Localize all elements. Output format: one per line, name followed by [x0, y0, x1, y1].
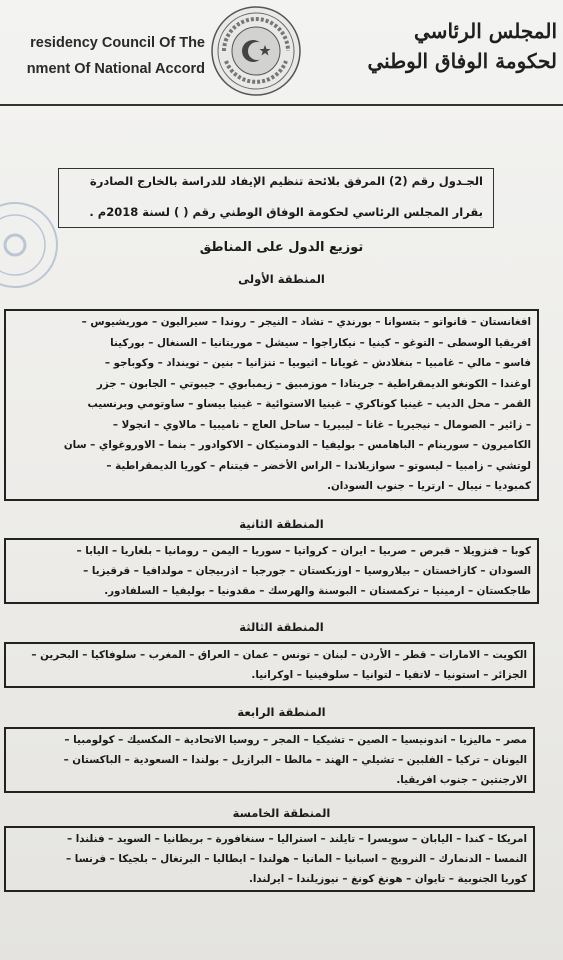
zone-1-line: افغانستان – فانواتو – بتسوانا – بورندي – تشاد – النيجر – روندا – سيراليون – موريشيوس –: [81, 316, 531, 328]
zone-4-title: المنطقة الرابعة: [237, 705, 326, 719]
zone-5-line: امريكا – كندا – اليابان – سويسرا – تايلند – استراليا – سنغافورة – بريطانيا – السويد – فنلندا –: [67, 833, 527, 845]
header-arabic: [322, 16, 557, 76]
zone-1-title: المنطقة الأولى: [238, 272, 325, 286]
zone-1-line: القمر – محل الديب – غينيا كوناكري – غينيا الاستوائية – غينيا بيساو – ساوتومي وبرنسيب: [87, 398, 531, 410]
table-title-box: [58, 168, 494, 228]
zone-4-line: مصر – ماليزيا – اندونيسيا – الصين – تشيكيا – المجر – روسيا الاتحادية – المكسيك – كولومبيا –: [64, 734, 527, 746]
zone-3-box: [4, 642, 535, 688]
zone-4-box: [4, 727, 535, 793]
zone-2-title: المنطقة الثانية: [239, 517, 324, 531]
zone-1-line: لوتشي – زامبيا – ليسوتو – سوازيلاندا – الراس الأخضر – فيتنام – كوريا الديمقراطية –: [106, 459, 531, 472]
zone-1-line: كمبوديا – نيبال – ارتريا – جنوب السودان.: [327, 480, 531, 492]
emblem-seal-icon: [210, 5, 302, 97]
header-arabic-line2: لحكومة الوفاق الوطني: [367, 49, 557, 73]
zone-3-title: المنطقة الثالثة: [239, 620, 324, 634]
zone-5-line: النمسا – الدنمارك – النرويج – اسبانيا – المانيا – هولندا – ايطاليا – البرتغال – بلجيكا – فرنسا –: [65, 853, 527, 865]
zone-3-line: الجزائر – استونيا – لاتفيا – لتوانيا – سلوفينيا – اوكرانيا.: [251, 669, 527, 681]
header-english: [0, 30, 205, 82]
header-divider: [0, 104, 563, 106]
zone-4-line: اليونان – تركيا – الفلبين – تشيلي – الهند – مالطا – البرازيل – بولندا – السعودية – الباكستان –: [63, 754, 527, 766]
zone-1-line: الكاميرون – سورينام – الباهامس – بوليفيا – الدومنيكان – الاكوادور – بنما – الاوروغواي – سان: [63, 439, 531, 451]
header-english-line1: residency Council Of The: [30, 35, 205, 51]
header-arabic-line1: المجلس الرئاسي: [414, 19, 557, 43]
zone-1-line: – زائير – الصومال – نيجيريا – غانا – ليبيريا – ساحل العاج – ناميبيا – مالاوي – انجولا –: [112, 418, 531, 431]
zone-1-line: افريقيا الوسطى – التوغو – كينيا – نيكاراجوا – سيشل – موريتانيا – السنغال – بوركينا: [110, 336, 531, 349]
zone-1-line: فاسو – مالي – غامبيا – بنغلادش – غويانا – اثيوبيا – تنزانيا – بنين – توينداد – وكوباجو –: [104, 357, 531, 369]
zone-3-line: الكويت – الامارات – قطر – الأردن – لبنان – تونس – عمان – العراق – المغرب – سلوفاكيا – البحرين –: [31, 649, 527, 661]
zone-2-line: كوبا – فنزويلا – قبرص – صربيا – ايران – كرواتيا – سوريا – اليمن – رومانيا – بلغاريا – اليابا –: [76, 545, 531, 557]
zone-4-line: الارجنتين – جنوب افريقيا.: [396, 774, 527, 786]
table-title-line2: بقرار المجلس الرئاسي لحكومة الوفاق الوطني رقم ( ) لسنة 2018م .: [89, 205, 483, 219]
zone-5-title: المنطقة الخامسة: [232, 806, 331, 820]
zone-2-line: طاجكستان – ارمينيا – تركمستان – البوسنة والهرسك – مقدونيا – بوليفيا – السلفادور.: [104, 585, 531, 597]
zone-5-box: [4, 826, 535, 892]
zone-1-line: اوغندا – الكونغو الديمقراطية – جرينادا – موزمبيق – زيمبابوي – جيبوتي – الجابون – جزر: [96, 377, 531, 390]
zone-1-box: [4, 309, 539, 501]
zone-2-box: [4, 538, 539, 604]
table-title-line1: الجـدول رقم (2) المرفق بلائحة تنظيم الإيفاد للدراسة بالخارج الصادرة: [89, 174, 483, 188]
zone-2-line: السودان – كازاخستان – بيلاروسيا – اوزبكستان – جورجيا – اذربيجان – مولدافيا – قرقيزيا –: [83, 565, 531, 577]
header-english-line2: nment Of National Accord: [26, 61, 205, 77]
document-subtitle: توزيع الدول على المناطق: [199, 240, 364, 255]
zone-5-line: كوريا الجنوبية – تايوان – هونغ كونغ – نيوزيلندا – ايرلندا.: [248, 873, 527, 885]
